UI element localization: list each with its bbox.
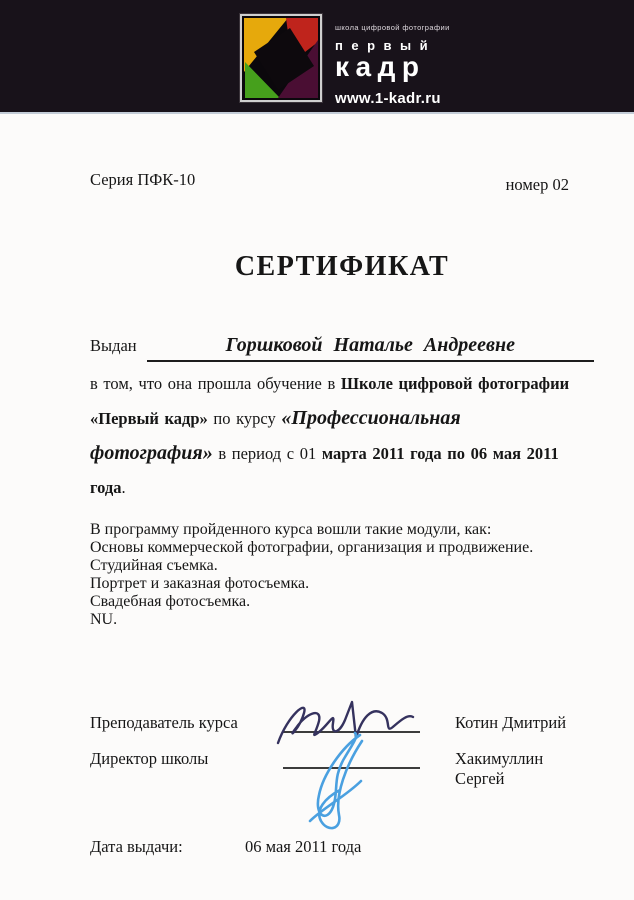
website-url: www.1-kadr.ru bbox=[335, 90, 441, 107]
module-item: Свадебная фотосъемка. bbox=[90, 593, 251, 610]
modules-section bbox=[90, 521, 594, 629]
recipient-name: Горшковой Наталье Андреевне bbox=[147, 334, 594, 362]
series-label: Серия ПФК-10 bbox=[90, 170, 196, 189]
meta-row bbox=[90, 170, 594, 194]
description-text: по курсу bbox=[207, 409, 282, 428]
module-item: Портрет и заказная фотосъемка. bbox=[90, 575, 310, 592]
course-name: «Профессиональная фотография» bbox=[90, 407, 461, 464]
header-band bbox=[0, 0, 634, 114]
school-name-bold: Школе цифровой фотографии «Первый кадр» bbox=[90, 374, 570, 428]
issue-date-label: Дата выдачи: bbox=[90, 837, 183, 856]
description-text: в период с 01 bbox=[212, 444, 322, 463]
teacher-name: Котин Дмитрий bbox=[455, 713, 567, 732]
description-text: в том, что она прошла обучение в bbox=[90, 374, 341, 393]
logo-mark-icon bbox=[242, 16, 320, 100]
brand-name-line2: кадр bbox=[335, 51, 426, 82]
signature-section bbox=[90, 713, 594, 788]
director-signature-line bbox=[283, 755, 420, 769]
teacher-signature-row bbox=[90, 713, 594, 749]
module-item: Основы коммерческой фотографии, организация и продвижение. bbox=[90, 539, 534, 556]
issue-date-value: 06 мая 2011 года bbox=[245, 837, 362, 856]
certificate-title: СЕРТИФИКАТ bbox=[234, 251, 450, 282]
issue-date-row bbox=[90, 837, 594, 857]
course-period-bold: марта 2011 года по 06 мая 2011 года bbox=[90, 444, 559, 497]
course-description bbox=[90, 367, 592, 505]
description-text: . bbox=[121, 478, 126, 497]
school-tagline: школа цифровой фотографии bbox=[335, 23, 450, 32]
issued-to-label: Выдан bbox=[90, 336, 137, 355]
teacher-role-label: Преподаватель курса bbox=[90, 713, 238, 732]
director-name: Хакимуллин Сергей bbox=[455, 749, 544, 788]
director-role-label: Директор школы bbox=[90, 749, 209, 768]
brand-text bbox=[335, 14, 450, 107]
number-label: номер 02 bbox=[505, 175, 569, 194]
module-item: NU. bbox=[90, 611, 118, 628]
brand-name-line1: первый bbox=[335, 38, 437, 53]
module-item: Студийная съемка. bbox=[90, 557, 218, 574]
teacher-signature-line bbox=[283, 719, 420, 733]
school-logo bbox=[240, 14, 322, 102]
director-signature-row bbox=[90, 749, 594, 788]
brand-block bbox=[0, 0, 634, 107]
issued-row bbox=[90, 334, 594, 362]
modules-intro: В программу пройденного курса вошли такие модули, как: bbox=[90, 521, 492, 538]
certificate-content bbox=[0, 170, 634, 857]
